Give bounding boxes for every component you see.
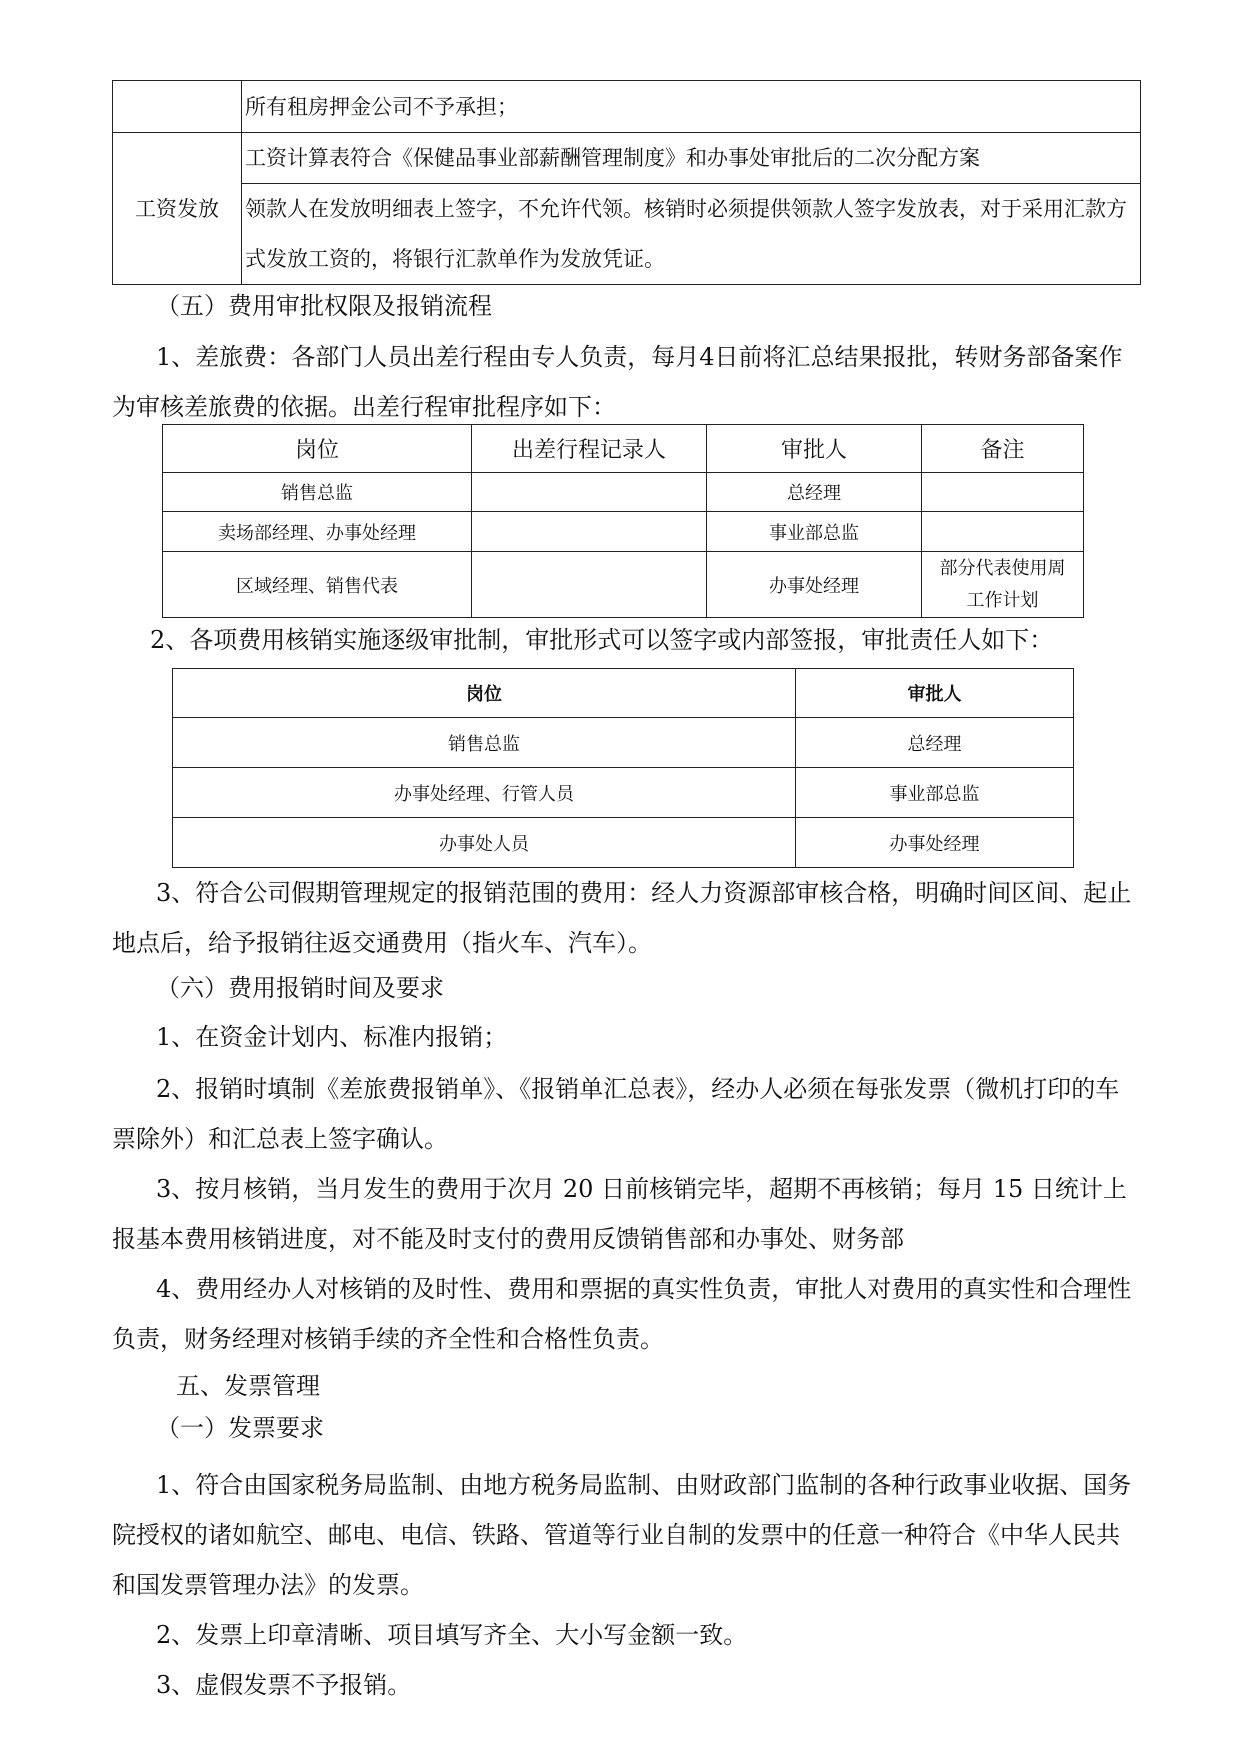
invoice-heading: 五、发票管理 (176, 1372, 320, 1400)
travel-table-cell: 事业部总监 (707, 512, 922, 552)
travel-table-header: 岗位 (163, 425, 472, 473)
approval-table (172, 668, 1074, 868)
section6-paragraph-4: 4、费用经办人对核销的及时性、费用和票据的真实性负责，审批人对费用的真实性和合理性负责，财务经理对核销手续的齐全性和合格性负责。 (112, 1275, 1132, 1353)
approval-table-header: 审批人 (796, 669, 1074, 718)
travel-table-cell (922, 473, 1084, 512)
approval-table-cell: 总经理 (796, 718, 1074, 768)
approval-table-cell: 事业部总监 (796, 768, 1074, 818)
travel-table-header: 备注 (922, 425, 1084, 473)
approval-table-cell: 办事处经理 (796, 818, 1074, 868)
section5-paragraph-1: 1、差旅费：各部门人员出差行程由专人负责，每月4日前将汇总结果报批，转财务部备案作为审核差旅费的依据。出差行程审批程序如下： (112, 343, 1123, 421)
travel-table-cell: 区域经理、销售代表 (163, 552, 472, 618)
travel-table-cell (472, 512, 707, 552)
salary-table-category: 工资发放 (113, 133, 242, 285)
salary-table-text: 领款人在发放明细表上签字，不允许代领。核销时必须提供领款人签字发放表，对于采用汇款方式发放工资的，将银行汇款单作为发放凭证。 (242, 184, 1141, 285)
approval-table-header: 岗位 (173, 669, 796, 718)
travel-table-note: 部分代表使用周工作计划 (922, 552, 1084, 618)
approval-table-cell: 办事处经理、行管人员 (173, 768, 796, 818)
travel-table-cell (922, 512, 1084, 552)
travel-table-cell (472, 473, 707, 512)
invoice-paragraph-2: 2、发票上印章清晰、项目填写齐全、大小写金额一致。 (156, 1621, 748, 1649)
approval-table-cell: 办事处人员 (173, 818, 796, 868)
section5-paragraph-2: 2、各项费用核销实施逐级审批制，审批形式可以签字或内部签报，审批责任人如下： (150, 626, 1054, 654)
salary-table (112, 80, 1141, 285)
travel-table-header: 出差行程记录人 (472, 425, 707, 473)
travel-table-cell: 销售总监 (163, 473, 472, 512)
travel-table-cell (472, 552, 707, 618)
section6-paragraph-1: 1、在资金计划内、标准内报销； (156, 1023, 508, 1051)
section5-heading: （五）费用审批权限及报销流程 (156, 292, 492, 320)
travel-table-cell: 办事处经理 (707, 552, 922, 618)
section6-paragraph-3: 3、按月核销，当月发生的费用于次月 20 日前核销完毕，超期不再核销；每月 15 日统计上报基本费用核销进度，对不能及时支付的费用反馈销售部和办事处、财务部 (112, 1175, 1127, 1253)
section6-paragraph-2: 2、报销时填制《差旅费报销单》、《报销单汇总表》，经办人必须在每张发票（微机打印的车票除外）和汇总表上签字确认。 (112, 1075, 1120, 1153)
salary-table-text: 工资计算表符合《保健品事业部薪酬管理制度》和办事处审批后的二次分配方案 (242, 133, 1141, 184)
invoice-paragraph-1: 1、符合由国家税务局监制、由地方税务局监制、由财政部门监制的各种行政事业收据、国务院授权的诸如航空、邮电、电信、铁路、管道等行业自制的发票中的任意一种符合《中华人民共和国发票管理办法》的发票。 (112, 1471, 1132, 1599)
travel-table-cell: 总经理 (707, 473, 922, 512)
invoice-subheading: （一）发票要求 (156, 1414, 324, 1442)
salary-table-text: 所有租房押金公司不予承担； (242, 81, 1141, 133)
travel-approval-table (162, 424, 1084, 618)
approval-table-cell: 销售总监 (173, 718, 796, 768)
invoice-paragraph-3: 3、虚假发票不予报销。 (156, 1671, 412, 1699)
travel-table-header: 审批人 (707, 425, 922, 473)
salary-table-category-empty (113, 81, 242, 133)
section6-heading: （六）费用报销时间及要求 (156, 974, 444, 1002)
travel-table-cell: 卖场部经理、办事处经理 (163, 512, 472, 552)
section5-paragraph-3: 3、符合公司假期管理规定的报销范围的费用：经人力资源部审核合格，明确时间区间、起止地点后，给予报销往返交通费用（指火车、汽车）。 (112, 879, 1132, 957)
